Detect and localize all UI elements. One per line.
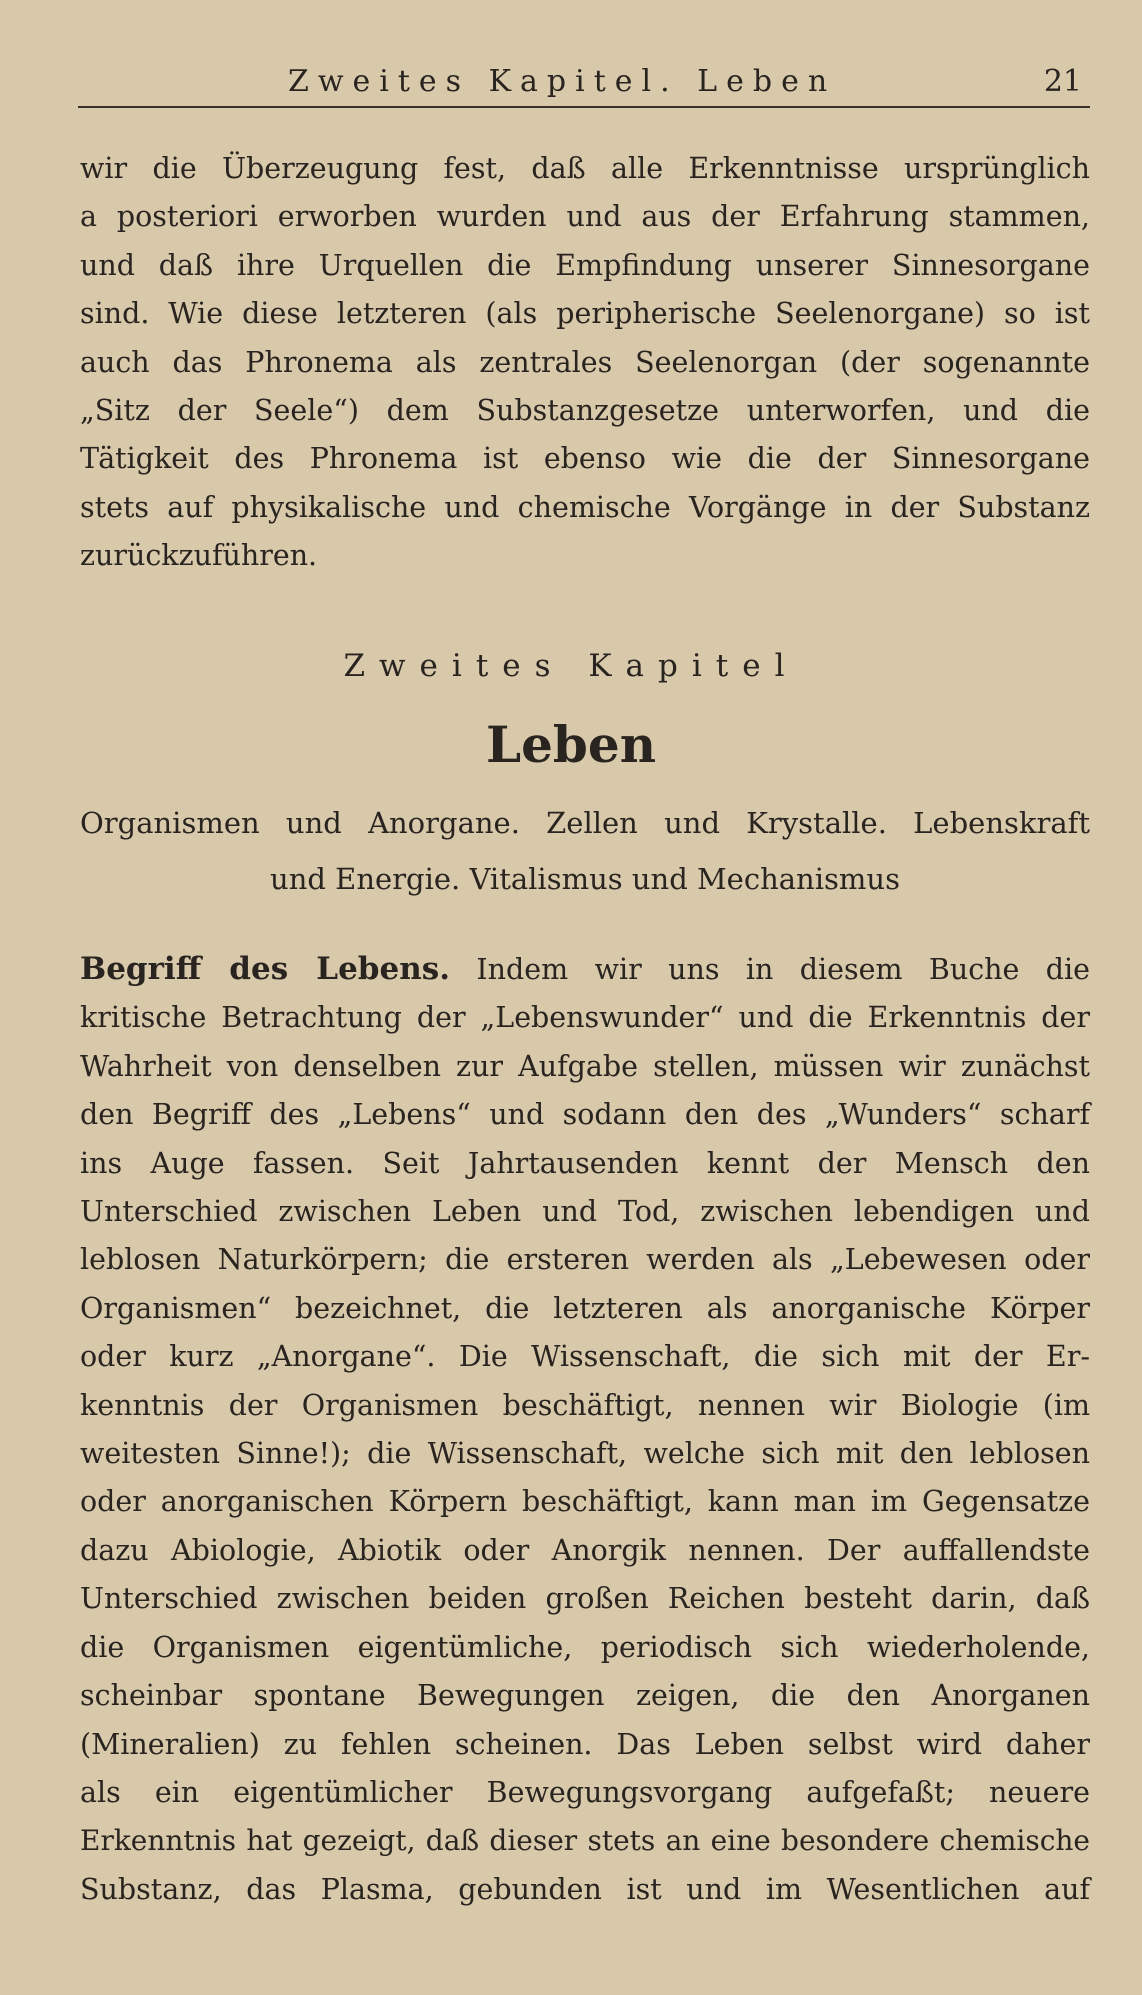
text-line: dazu Abiologie, Abiotik oder Anorgik nennen. Der auffallendste — [80, 1533, 1090, 1567]
text-line: kenntnis der Organismen beschäftigt, nennen wir Biologie (im — [80, 1388, 1090, 1422]
running-header — [78, 58, 1090, 108]
text-line: „Sitz der Seele“) dem Substanzgesetze unterworfen, und die — [80, 394, 1090, 428]
intro-paragraph — [80, 145, 1090, 581]
text-line: den Begriff des „Lebens“ und sodann den des „Wunders“ scharf — [80, 1098, 1090, 1132]
section-paragraph — [80, 945, 1090, 1914]
text-line: kritische Betrachtung der „Lebenswunder“ und die Erkenntnis der — [80, 1001, 1090, 1035]
summary-line: und Energie. Vitalismus und Mechanismus — [270, 862, 900, 896]
page-number: 21 — [1043, 64, 1082, 99]
text-line: Erkenntnis hat gezeigt, daß dieser stets an eine besondere chemische — [80, 1824, 1090, 1858]
running-title: Zweites Kapitel. Leben — [288, 64, 837, 99]
text-line: stets auf physikalische und chemische Vorgänge in der Substanz — [80, 490, 1090, 524]
chapter-title: Leben — [485, 715, 657, 774]
text-line: Unterschied zwischen Leben und Tod, zwischen lebendigen und — [80, 1195, 1090, 1229]
text-line: oder anorganischen Körpern beschäftigt, kann man im Gegensatze — [80, 1485, 1090, 1519]
text-line: Wahrheit von denselben zur Aufgabe stellen, müssen wir zunächst — [80, 1049, 1090, 1083]
text-line: die Organismen eigentümliche, periodisch sich wiederholende, — [80, 1630, 1090, 1664]
text-line: auch das Phronema als zentrales Seelenorgan (der sogenannte — [80, 345, 1090, 379]
chapter-kicker: Zweites Kapitel — [343, 648, 799, 684]
text-line: ins Auge fassen. Seit Jahrtausenden kennt der Mensch den — [80, 1146, 1090, 1180]
text-line: Substanz, das Plasma, gebunden ist und im Wesentlichen auf — [80, 1872, 1090, 1906]
text-line: weitesten Sinne!); die Wissenschaft, welche sich mit den leblosen — [80, 1437, 1090, 1471]
section-first-line: Indem wir uns in diesem Buche die — [476, 953, 1091, 986]
text-line: Organismen“ bezeichnet, die letzteren als anorganische Körper — [80, 1291, 1090, 1325]
text-line: wir die Überzeugung fest, daß alle Erkenntnisse ursprünglich — [80, 152, 1090, 185]
text-line: oder kurz „Anorgane“. Die Wissenschaft, die sich mit der Er- — [80, 1340, 1090, 1374]
text-line: zurückzuführen. — [80, 539, 318, 573]
chapter-summary — [80, 795, 1090, 907]
text-line: Tätigkeit des Phronema ist ebenso wie die der Sinnesorgane — [80, 442, 1090, 476]
text-line: als ein eigentümlicher Bewegungsvorgang aufgefaßt; neuere — [80, 1775, 1090, 1809]
text-line: (Mineralien) zu fehlen scheinen. Das Leben selbst wird daher — [80, 1727, 1090, 1761]
text-line: leblosen Naturkörpern; die ersteren werden als „Lebewesen oder — [80, 1243, 1090, 1277]
text-line: a posteriori erworben wurden und aus der Erfahrung stammen, — [80, 200, 1090, 234]
text-line: sind. Wie diese letzteren (als peripherische Seelenorgane) so ist — [80, 297, 1090, 331]
section-heading: Begriff des Lebens. — [80, 951, 450, 987]
summary-line: Organismen und Anorgane. Zellen und Krystalle. Lebenskraft — [80, 806, 1090, 840]
text-line — [80, 945, 1090, 994]
text-line: und daß ihre Urquellen die Empfindung unserer Sinnesorgane — [80, 248, 1090, 282]
text-line: Unterschied zwischen beiden großen Reichen besteht darin, daß — [80, 1582, 1090, 1616]
text-line: scheinbar spontane Bewegungen zeigen, die den Anorganen — [80, 1679, 1090, 1713]
